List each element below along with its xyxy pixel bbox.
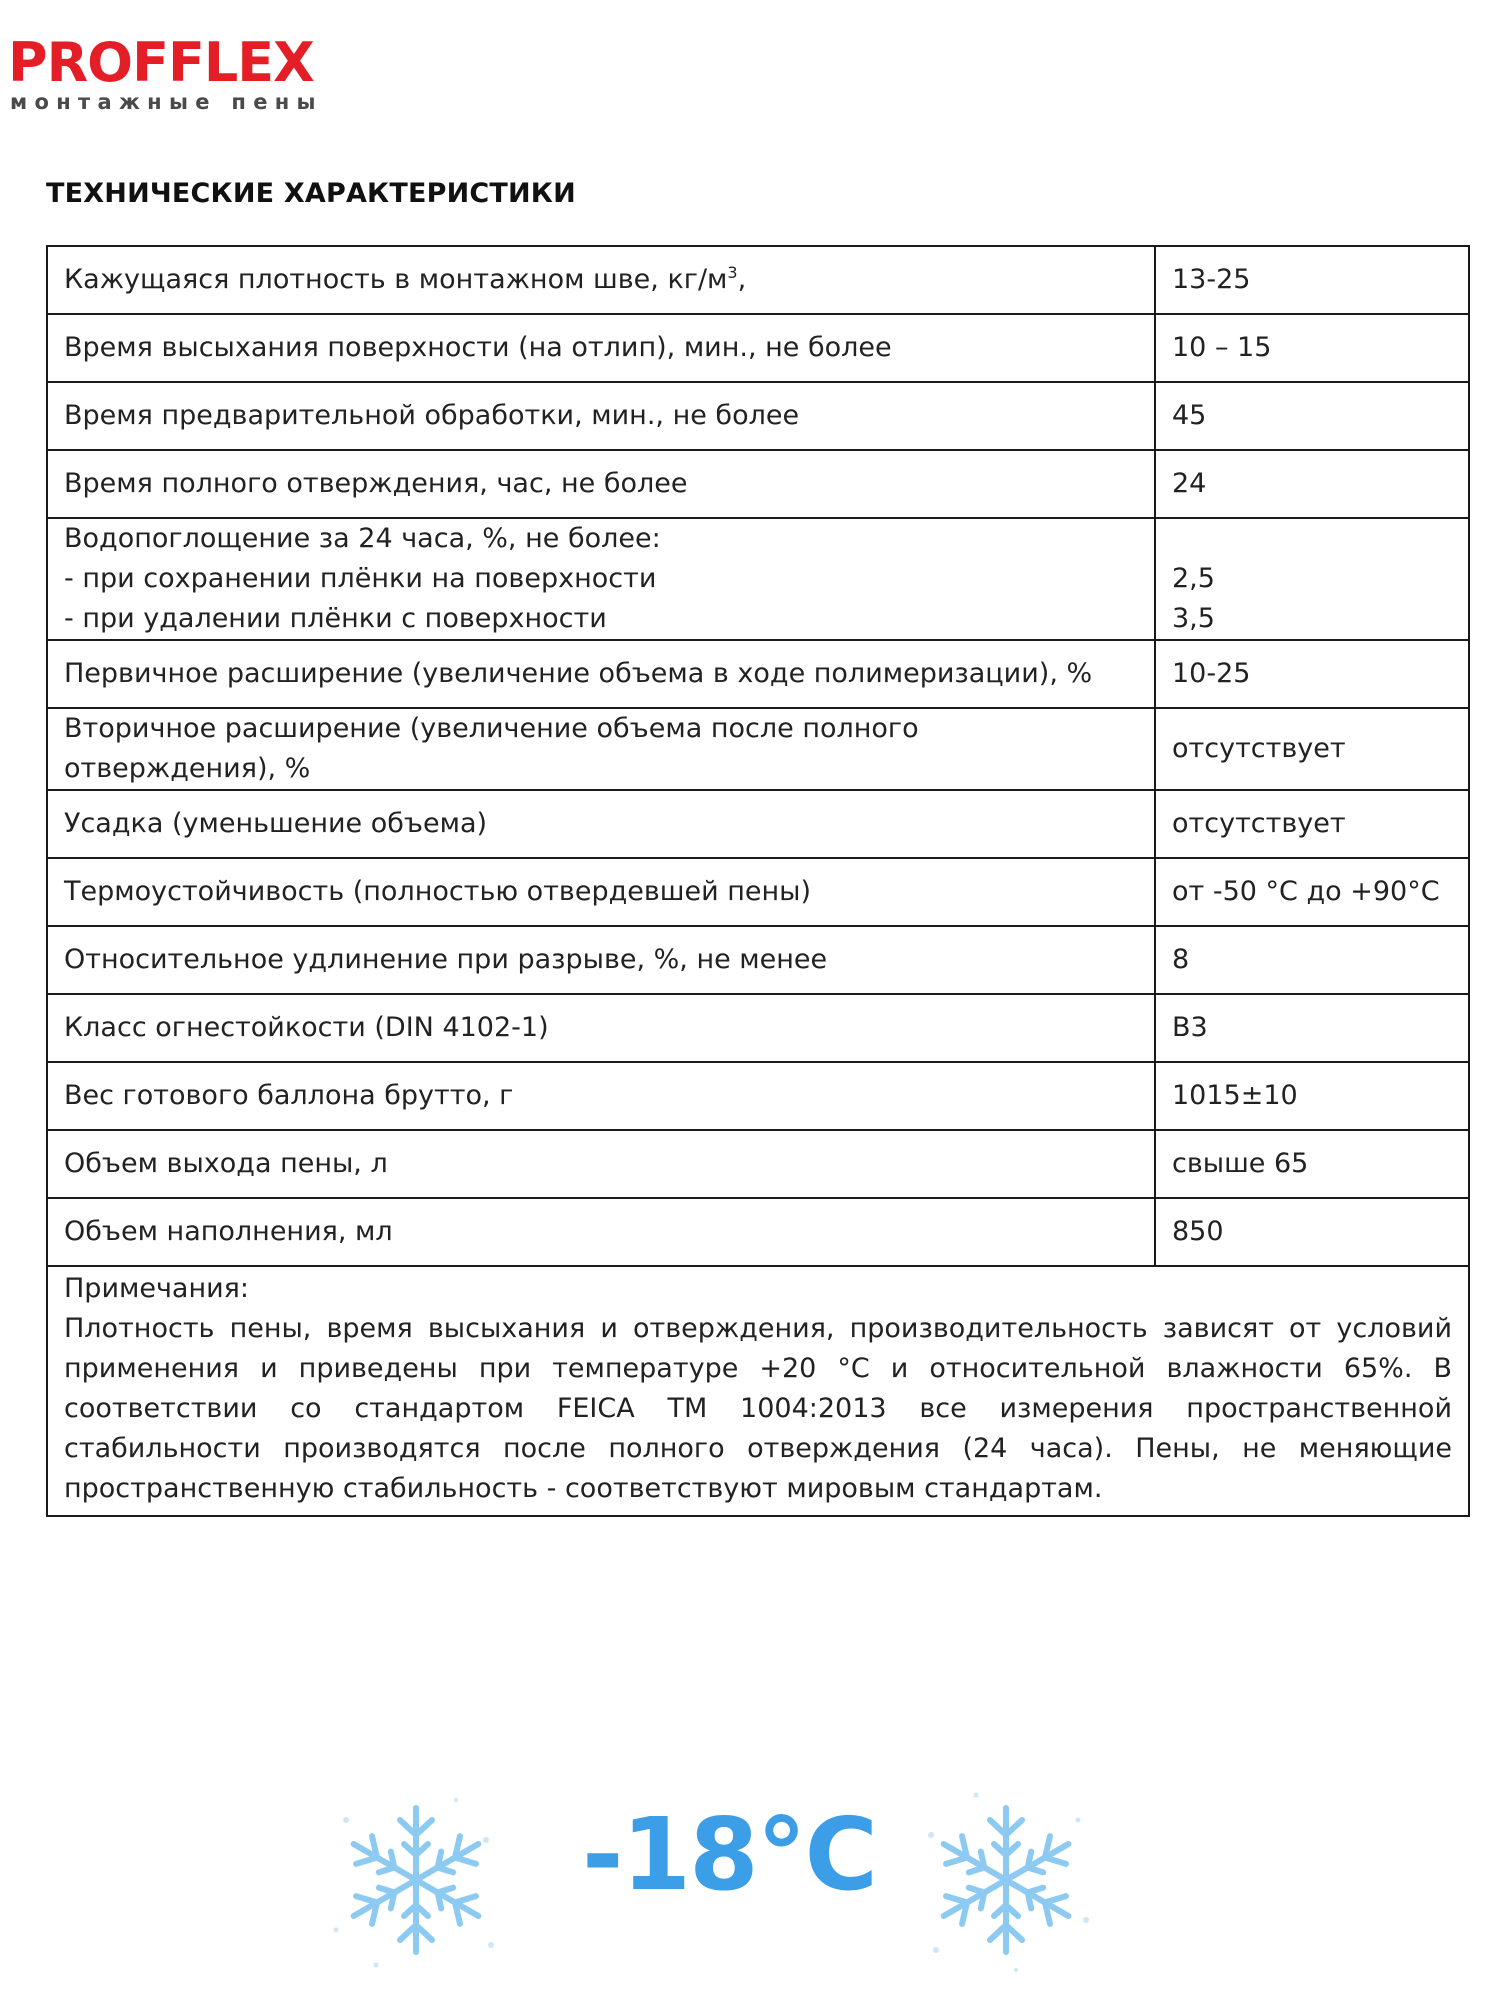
spec-label: Термоустойчивость (полностью отвердевшей пены) <box>47 858 1155 926</box>
temperature-label: -18°C <box>582 1796 877 1913</box>
spec-value: 10 – 15 <box>1155 314 1469 382</box>
spec-value: 24 <box>1155 450 1469 518</box>
spec-label: Время полного отверждения, час, не более <box>47 450 1155 518</box>
spec-value: 13-25 <box>1155 246 1469 314</box>
notes-title: Примечания: <box>64 1273 250 1304</box>
snowflake-icon <box>316 1780 516 1980</box>
table-row <box>47 994 1469 1062</box>
spec-value: 1015±10 <box>1155 1062 1469 1130</box>
spec-value-sub: 2,5 <box>1172 563 1215 594</box>
table-row <box>47 790 1469 858</box>
spec-value: B3 <box>1155 994 1469 1062</box>
brand-tagline: монтажные пены <box>10 90 323 114</box>
table-row <box>47 246 1469 314</box>
temperature-badge <box>316 1780 1116 1980</box>
spec-value: 10-25 <box>1155 640 1469 708</box>
table-row <box>47 640 1469 708</box>
spec-label: Относительное удлинение при разрыве, %, не менее <box>47 926 1155 994</box>
spec-label-sub: - при удалении плёнки с поверхности <box>64 603 607 634</box>
table-row <box>47 926 1469 994</box>
spec-value: отсутствует <box>1155 790 1469 858</box>
specs-table <box>46 245 1470 1517</box>
notes-text: Плотность пены, время высыхания и отверждения, производительность зависят от условий применения и приведены при температуре +20 °С и относительной влажности 65%. В соответствии со стандартом FEICA TM 1004:2013 все измерения пространственной стабильности производятся после полного отверждения (24 часа). Пены, не меняющие пространственную стабильность - соответствуют мировым стандартам. <box>64 1313 1452 1504</box>
spec-label: Объем выхода пены, л <box>47 1130 1155 1198</box>
snowflake-icon <box>906 1780 1106 1980</box>
spec-label-main: Водопоглощение за 24 часа, %, не более: <box>64 523 661 554</box>
spec-value: 850 <box>1155 1198 1469 1266</box>
spec-value: 8 <box>1155 926 1469 994</box>
spec-label <box>47 518 1155 640</box>
spec-label: Класс огнестойкости (DIN 4102-1) <box>47 994 1155 1062</box>
table-row <box>47 1130 1469 1198</box>
section-title: ТЕХНИЧЕСКИЕ ХАРАКТЕРИСТИКИ <box>46 178 576 209</box>
table-row <box>47 450 1469 518</box>
spec-value <box>1155 518 1469 640</box>
brand-name: PROFFLEX <box>8 31 314 94</box>
table-row <box>47 708 1469 790</box>
spec-label-sub: - при сохранении плёнки на поверхности <box>64 563 657 594</box>
spec-label: Время высыхания поверхности (на отлип), мин., не более <box>47 314 1155 382</box>
table-row <box>47 518 1469 640</box>
spec-value: отсутствует <box>1155 708 1469 790</box>
spec-value-sub: 3,5 <box>1172 603 1215 634</box>
spec-value: 45 <box>1155 382 1469 450</box>
spec-label: Время предварительной обработки, мин., не более <box>47 382 1155 450</box>
spec-label: Объем наполнения, мл <box>47 1198 1155 1266</box>
spec-label: Усадка (уменьшение объема) <box>47 790 1155 858</box>
brand-logo <box>8 31 323 114</box>
table-row <box>47 1062 1469 1130</box>
spec-label: Первичное расширение (увеличение объема в ходе полимеризации), % <box>47 640 1155 708</box>
table-row <box>47 382 1469 450</box>
spec-label: Вторичное расширение (увеличение объема после полного отверждения), % <box>47 708 1155 790</box>
table-row <box>47 858 1469 926</box>
spec-label: Кажущаяся плотность в монтажном шве, $кг/м^3$, <box>47 246 1155 314</box>
spec-value: от -50 °С до +90°С <box>1155 858 1469 926</box>
table-row <box>47 1198 1469 1266</box>
notes-cell <box>47 1266 1469 1516</box>
spec-value: свыше 65 <box>1155 1130 1469 1198</box>
spec-label: Вес готового баллона брутто, г <box>47 1062 1155 1130</box>
table-row <box>47 314 1469 382</box>
notes-row <box>47 1266 1469 1516</box>
